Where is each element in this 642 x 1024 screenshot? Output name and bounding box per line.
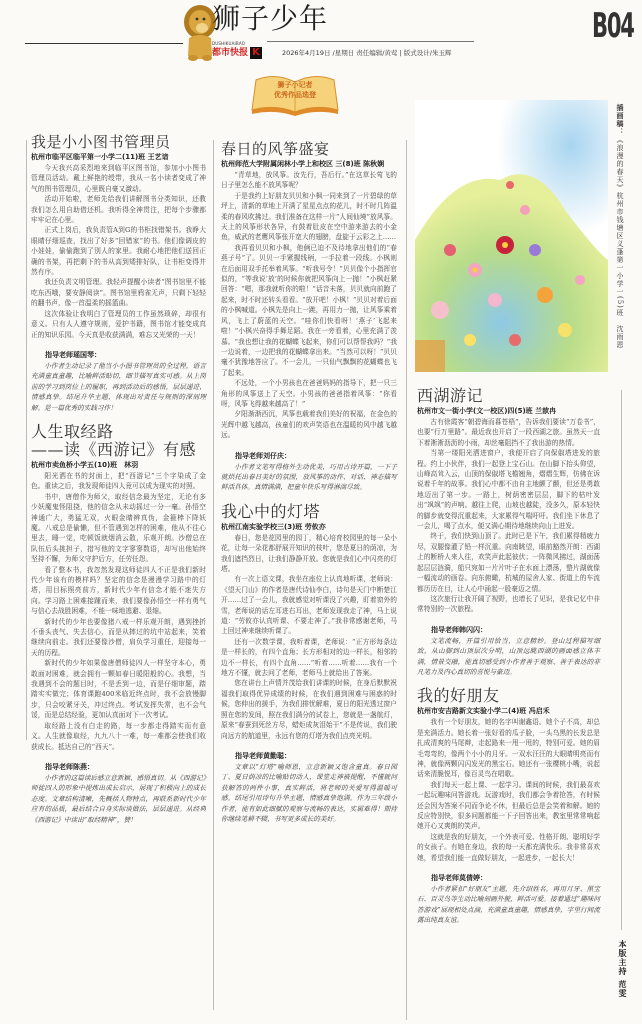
article-subtitle: ——读《西游记》有感 [31, 439, 197, 459]
column-rule [406, 140, 407, 1020]
brand-k-logo-icon: K [250, 47, 262, 59]
article-paragraph: 这就是我的好朋友，一个外表可爱、性格开朗、聪明好学的女孩子。有她在身边，我的每一天都充满快乐。我非常喜欢她，希望我们能一直做好朋友，一起进步，一起长大！ [417, 832, 600, 862]
masthead-rule-left [25, 43, 183, 44]
article-paragraph: 终于，我们快到山顶了。此时已是下午，我们累得精疲力尽，双腿像灌了铅一样沉重。向南眺望，眼前豁然开朗：西湖上的断桥人来人往，欢笑声此起彼伏；一阵微风拂过，湖面荡起层层涟漪，船只宛如一片片叶子在水面上漂荡，整片湖就像一幅流动的画卷。向东俯瞰，杭城的屋舍人家、街道上的车流都历历在目，让人心中涌起一股豪迈之情。 [417, 532, 600, 593]
column-rule [621, 390, 622, 930]
caption-label: 插画稿： [616, 104, 624, 136]
article-paragraph: 我还负责文明管理。我轻声提醒小读者“图书馆里不能吃东西哦，要安静阅读”。图书馆里鸦雀无声，只剩下轻轻的翻书声，像一首温柔的摇篮曲。 [31, 278, 206, 308]
article-paragraph: 这次旅行让我开阔了视野，也增长了见识，是我记忆中非常特别的一次旅程。 [417, 594, 600, 614]
brand-name: 都市快报 [212, 48, 249, 58]
brand-pinyin: DUSHIKUAIBAO [212, 41, 246, 46]
teacher-comment: 文章以“灯塔”喻师恩，立意新颖又饱含童真。春日园丁、夏日荫凉的比喻贴切动人，课堂走神被提醒、不懂就问获解答的两件小事，真实鲜活，将老师的关爱写得温暖可感。结尾引用诗句升华主题，情感真挚饱满。作为三年级小作者，能有如此细腻的观察与流畅的表达，实属难得！期待你继续笔耕不辍，书写更多成长的美好。 [221, 762, 397, 823]
column-rule [213, 140, 214, 1010]
article-paragraph: 于是我约上好朋友贝贝和小枫一同来到了一片碧绿的草坪上，清新的草地上开满了星星点点的花儿，时不时几阵温柔的春风吹拂过。我们准备在这样一片“人间仙境”放风筝。天上的风筝形状各异，有鼓着肚皮在空中游来游去的小金鱼，威武的老鹰风筝张开宽大的翅膀，盘旋于云彩之上…… [221, 191, 397, 242]
article-journey-west [31, 423, 206, 825]
teacher-comment: 小作者的这篇读后感立意新颖、感悟真切。从《西游记》师徒四人的形象中提炼出成长启示，展现了积极向上的成长态度。文章结构清晰，先概括人物特点，再联系新时代少年应有的品质，最后结合自身实际谈做法，层层递进。从经典《西游记》中读出“取经精神”，赞！ [31, 773, 206, 824]
illustration-caption [612, 104, 626, 349]
article-paragraph: 我再看贝贝和小枫，他俩已迫不及待地拿出他们的“春燕子号”了。贝贝一手紧握线柄，一手拉着一段线。小枫则在后面用双手托举着风筝。“听我号令！”贝贝像个小指挥官似的，“等我说‘放’的时候你就把风筝向上一抛！”小枫赶紧回答：“嗯，那我就听你的啦！”话音未落，贝贝就向前跑了起来，时不时还转头看看。“放开吧！小枫！”贝贝对着后面的小枫喊道。小枫先是向上一跳，再用力一抛，让风筝乘着风，飞上了蔚蓝的天空。“哇你们快看呀！‘燕子’飞起来啦！”小枫兴奋得手舞足蹈。我在一旁看着，心里充满了羡慕。“我也想让我的花蝴蝶飞起来，你们可以帮帮我吗？”我一边说着，一边把我的花蝴蝶拿出来。“当然可以呀！”贝贝毫不犹豫地答应了。不一会儿，一只仙气飘飘的花蝴蝶也飞了起来。 [221, 243, 397, 377]
article-title: 我的好朋友 [417, 686, 500, 706]
article-paragraph: 有一次上语文课，我坐在座位上认真地听课，老师说：《望天门山》的作者是唐代诗仙李白，诗句是天门中断楚江开……过了一会儿，我就感觉对听课没了兴趣，盯着窗外的雪，老师说的话左耳进右耳出，老师发现我走了神，马上说道：“劳攸亦认真听课、不要走神了。”我非常感谢老师，马上回过神来继续听课了。 [221, 575, 397, 636]
article-title: 我是小小图书管理员 [31, 133, 171, 151]
watercolor-flowers-image [415, 100, 608, 372]
issue-meta: 2026年4月19日 /星期日 责任编辑/黄莺 | 版式设计/朱玉辉 [282, 49, 452, 57]
article-byline: 杭州市安吉路新文实验小学二(4)班 冯启禾 [417, 707, 550, 716]
teacher-name: 指导老师陈燕： [45, 762, 94, 771]
column-left [31, 133, 206, 825]
article-paragraph: 新时代的少年如果像唐僧师徒四人一样坚守本心，勇敢面对困难，就会拥有一颗如春日暖阳般的心。我想，当我遇到不会的题目时，不是丢到一边，而是仔细审题，踏踏实实做完；体育课跑400米临近终点时，我不会放慢脚步，只会咬紧牙关，冲过终点。考试发挥失常，也不会气馁，而是总结经验，更加认真面对下一次考试。 [31, 659, 206, 720]
column-middle [221, 140, 397, 824]
article-paragraph: 我们每天一起上课、一起学习。课间的时候，我们最喜欢一起玩趣味问答游戏。玩游戏时，我们都会争着抢答，有时候还会因为答案不同而争论不休，但最后总是会笑着和解。她的反应特别快，很多问题都能一下子回答出来，教室里常常响起她开心又爽朗的笑声。 [417, 780, 600, 831]
article-byline: 杭州师范大学附属闲林小学上和校区 三(8)班 陈秋娴 [221, 160, 385, 168]
article-paragraph: 正式上岗后，我负责管A到G的书柜找错架书。我睁大眼睛仔细巡查，找出了好多“回错家”的书。他们像调皮的小娃娃，偷偷跑到了别人的家里。我耐心地把他们送回正确的书架，再把剩下的书从高到矮排好队，让书柜变得井然有序。 [31, 226, 206, 277]
article-title: 人生取经路 [31, 421, 114, 441]
article-kite-feast [221, 140, 397, 493]
article-paragraph: 当第一缕阳光洒进窗户，我便开启了向保俶塔进发的旅程。约上小伙伴，我们一起登上宝石山。在山脚下抬头仰望，山峰高耸入云，山顶的保俶塔飞檐翘角，熠熠生辉，仿佛在诉说着千年的故事。我们心中都不由自主地颤了颤，但还是勇敢地迈出了第一步。一路上，树荫密密层层，脚下的枯叶发出“飒飒”的声响。越往上爬，山坡也越陡，没多久，原本轻快的脚步就变得沉重起来，大家累得气喘吁吁。我们坐下休息了一会儿，喝了点水，便又满心期待地继续向山上进发。 [417, 449, 600, 531]
teacher-name: 指导老师瑶国琴： [45, 350, 101, 359]
article-paragraph: 春日，您是花园里的园丁，精心培育校园里的每一朵小花，让每一朵花都舒展开知识的枝叶，您是夏日的荫凉，为我们遮挡烈日，让我们静静开放。您就是我们心中闪亮的灯塔。 [221, 533, 397, 573]
page-host-credit: 本版主持 范雯 [618, 940, 627, 998]
article-paragraph: 看了整本书，我忽然发现这师徒四人不正是我们新时代少年该有的模样吗？坚定的信念是漫漫学习路中的灯塔，用目标照亮前方，新时代少年有信念才能不迷失方向。学习路上困难接踵而来，我们要像孙悟空一样有勇气与信心去战胜困难，不能一味地逃避、退缩。 [31, 565, 206, 616]
article-byline: 杭州江南实验学校三(3)班 劳攸亦 [221, 522, 326, 531]
section-title: 狮子少年 [212, 2, 329, 35]
newspaper-brand [212, 41, 280, 61]
article-byline: 杭州市临平区临平第一小学二(11)班 王艺谙 [31, 153, 169, 161]
article-title: 我心中的灯塔 [221, 501, 321, 521]
article-paragraph: 这次体验让我明白了管理员的工作虽然琐碎，却很有意义。只有人人遵守规则，爱护书籍，图书馆才能变成真正的知识乐园。今天真是收获满满，难忘又光荣的一天！ [31, 309, 206, 339]
article-paragraph: 新时代的少年也要像猪八戒一样乐观开朗，遇到挫折不垂头丧气、失去信心，而是从摔过的坑中站起来，笑着继续向前走。我们还要像沙僧，肩负学习重任，迎接每一天的历程。 [31, 617, 206, 657]
teacher-comment: 小作者生动记录了他当小小图书管理员的全过程，语言充满童真童趣，比喻鲜活贴切，细节描写真实可感。从上岗前的学习到岗位上的履职，再到活动后的感悟，层层递进，情感真挚。结尾升华主题，体现出对责任与规则的深刻理解。是一篇优秀的实践习作！ [31, 361, 206, 412]
article-library-helper [31, 133, 206, 413]
article-lighthouse [221, 503, 397, 825]
column-rule [26, 140, 27, 740]
article-paragraph: 取经路上没有白走的路，每一步都走得踏实而有意义。人生就像取经，九九八十一难，每一难都会使我们收获成长。抵达自己的“西天”。 [31, 721, 206, 751]
article-paragraph: 我有一个好朋友，她的名字叫谢鑫语。她个子不高，却总是充满活力。她长着一张好看的瓜子脸，一头乌黑的长发总是扎成清爽的马尾辫，走起路来一甩一甩的，特别可爱。她的眉毛弯弯的，像两个小小的月牙。一双水汪汪的大眼睛明亮而有神，就像两颗闪闪发光的黑宝石。她还有一张樱桃小嘴，说起话来清脆悦耳，像百灵鸟在唱歌。 [417, 718, 600, 779]
caption-text: 《浪漫的春天》杭州市钱塘区义蓬第一小学一(5)班 沈雨恩 [616, 136, 624, 349]
article-good-friend [417, 687, 600, 925]
article-byline: 杭州市文一街小学(文一校区)四(5)班 兰歆冉 [417, 407, 557, 415]
banner-line-1: 狮子小记者 [277, 81, 313, 89]
article-paragraph: 您在讲台上声情并茂给我们讲课的时候，在身后默默祝福我们取得优异成绩的时候，在我们遇到困难与困惑的时候，您伸出的援手，为我们排忧解难，夏日的阳光透过窗户照在您的发间，照在我们满分的试卷上，您就是一盏航灯，原来“春蚕到死丝方尽，蜡炬成灰泪始干”不是传说，我们驶向远方的航道里，永远有您的灯塔为我们点亮光明。 [221, 679, 397, 740]
article-paragraph: 古有徐霞客“朝碧海而暮苍梧”，告诉我们要读“万卷书”，也要“行万里路”。最近我也开启了一段西湖之旅。虽然天一直下着淅淅沥沥的小雨，却丝毫阻挡不了我出游的热情。 [417, 418, 600, 447]
article-west-lake [417, 387, 600, 677]
article-paragraph: 还有一次数学课，我听着课，老师说：“正方形每条边是一样长的，有四个直角；长方形相对的边一样长，相邻的边不一样长，有四个直角……”听着……听着……我有一个地方不懂，就去问了老师，老师马上就给出了答案。 [221, 637, 397, 678]
teacher-name: 指导老师刘仔庆： [235, 451, 291, 460]
page-number: B04 [592, 6, 634, 46]
article-paragraph: 书中，唐僧作为师父，取经信念最为坚定，无论有多少妖魔鬼怪阻挠，他的信念从未动摇过一分一毫。孙悟空神通广大，勇猛无双，火眼金睛辨真伪，金箍棒下降妖魔。八戒总是偷懒，但不管遇到怎样的困难，他从不往心里去，睡一觉，吃顿饭就烟消云散，乐观开朗。沙僧总在队伍后头挑担子，措写他的文字寥寥数语，却写出他始终坚持不懈，为师父守护后方，任劳任怨。 [31, 492, 206, 564]
article-paragraph: “青草地，放风筝。汝先行，吾后行。”在这草长莺飞的日子里怎么能不放风筝呢？ [221, 171, 397, 190]
teacher-comment: 小作者文笔写得格外生动优美，巧用古诗开篇，一下子就烘托出春日美好的氛围，放风筝的动作、对话、神态描写鲜活具体。真情满满，把童年快乐写得淋漓尽致。 [221, 462, 397, 492]
teacher-comment: 小作者紧扣“好朋友”主题，先介绍姓名，再用月牙、黑宝石、百灵鸟等生动比喻刻画外貌，鲜活可爱。接着通过“趣味问答游戏”展现相处点滴，充满童真童趣，情感真挚，字里行间流露出纯真友谊。 [417, 885, 600, 925]
masthead-rule-right [267, 41, 474, 42]
teacher-name: 指导老师莫倩婷： [431, 874, 487, 883]
teacher-name: 指导老师黄勤聪： [235, 751, 291, 760]
banner-text [250, 80, 340, 100]
article-paragraph: 夕阳渐渐西沉，风筝也载着我们美好的祝福，在金色的光辉中越飞越高，孩童们的欢声笑语也在温暖的风中越飞越远。 [221, 410, 397, 440]
teacher-name: 指导老师韩闪闪： [431, 625, 487, 634]
article-title: 春日的风筝盛宴 [221, 140, 330, 158]
article-paragraph: 不远处，一个小男孩也在爸爸妈妈的指导下，把一只三角形的风筝送上了天空。小男孩的爸爸指着风筝：“你看呀，风筝飞得越来越高了！” [221, 379, 397, 408]
article-title: 西湖游记 [417, 386, 484, 405]
column-right [417, 387, 600, 926]
banner-line-2: 优秀作品选登 [274, 91, 316, 99]
article-byline: 杭州市卖鱼桥小学五(10)班 林羽 [31, 460, 139, 469]
article-paragraph: 活动开始啦，老师先给我们讲解图书分类知识，还教我们怎么用自助借还机。我听得全神贯注，把每个步骤都牢牢记在心里。 [31, 195, 206, 225]
article-paragraph: 今天我兴高采烈地来到临平区图书馆，参加小小图书管理员活动。戴上鲜艳的绶带，我从一名小读者变成了神气的图书管理员，心里既自豪又激动。 [31, 164, 206, 193]
article-paragraph: 阳光洒在书的封面上，把“西游记”三个字染成了金色。重读之后，我发现师徒四人竟可以成为现实的对照。 [31, 471, 206, 491]
teacher-comment: 文笔流畅，开篇引用恰当，立意精妙。登山过程描写细致，从山脚到山顶层次分明，山顶远眺西湖的画面感立体丰满，情景交融，能真切感受到小作者善于观察、善于表达的非凡笔力及内心真切的喜悦与豪迈。 [417, 636, 600, 676]
illustration-romantic-spring [415, 100, 608, 372]
